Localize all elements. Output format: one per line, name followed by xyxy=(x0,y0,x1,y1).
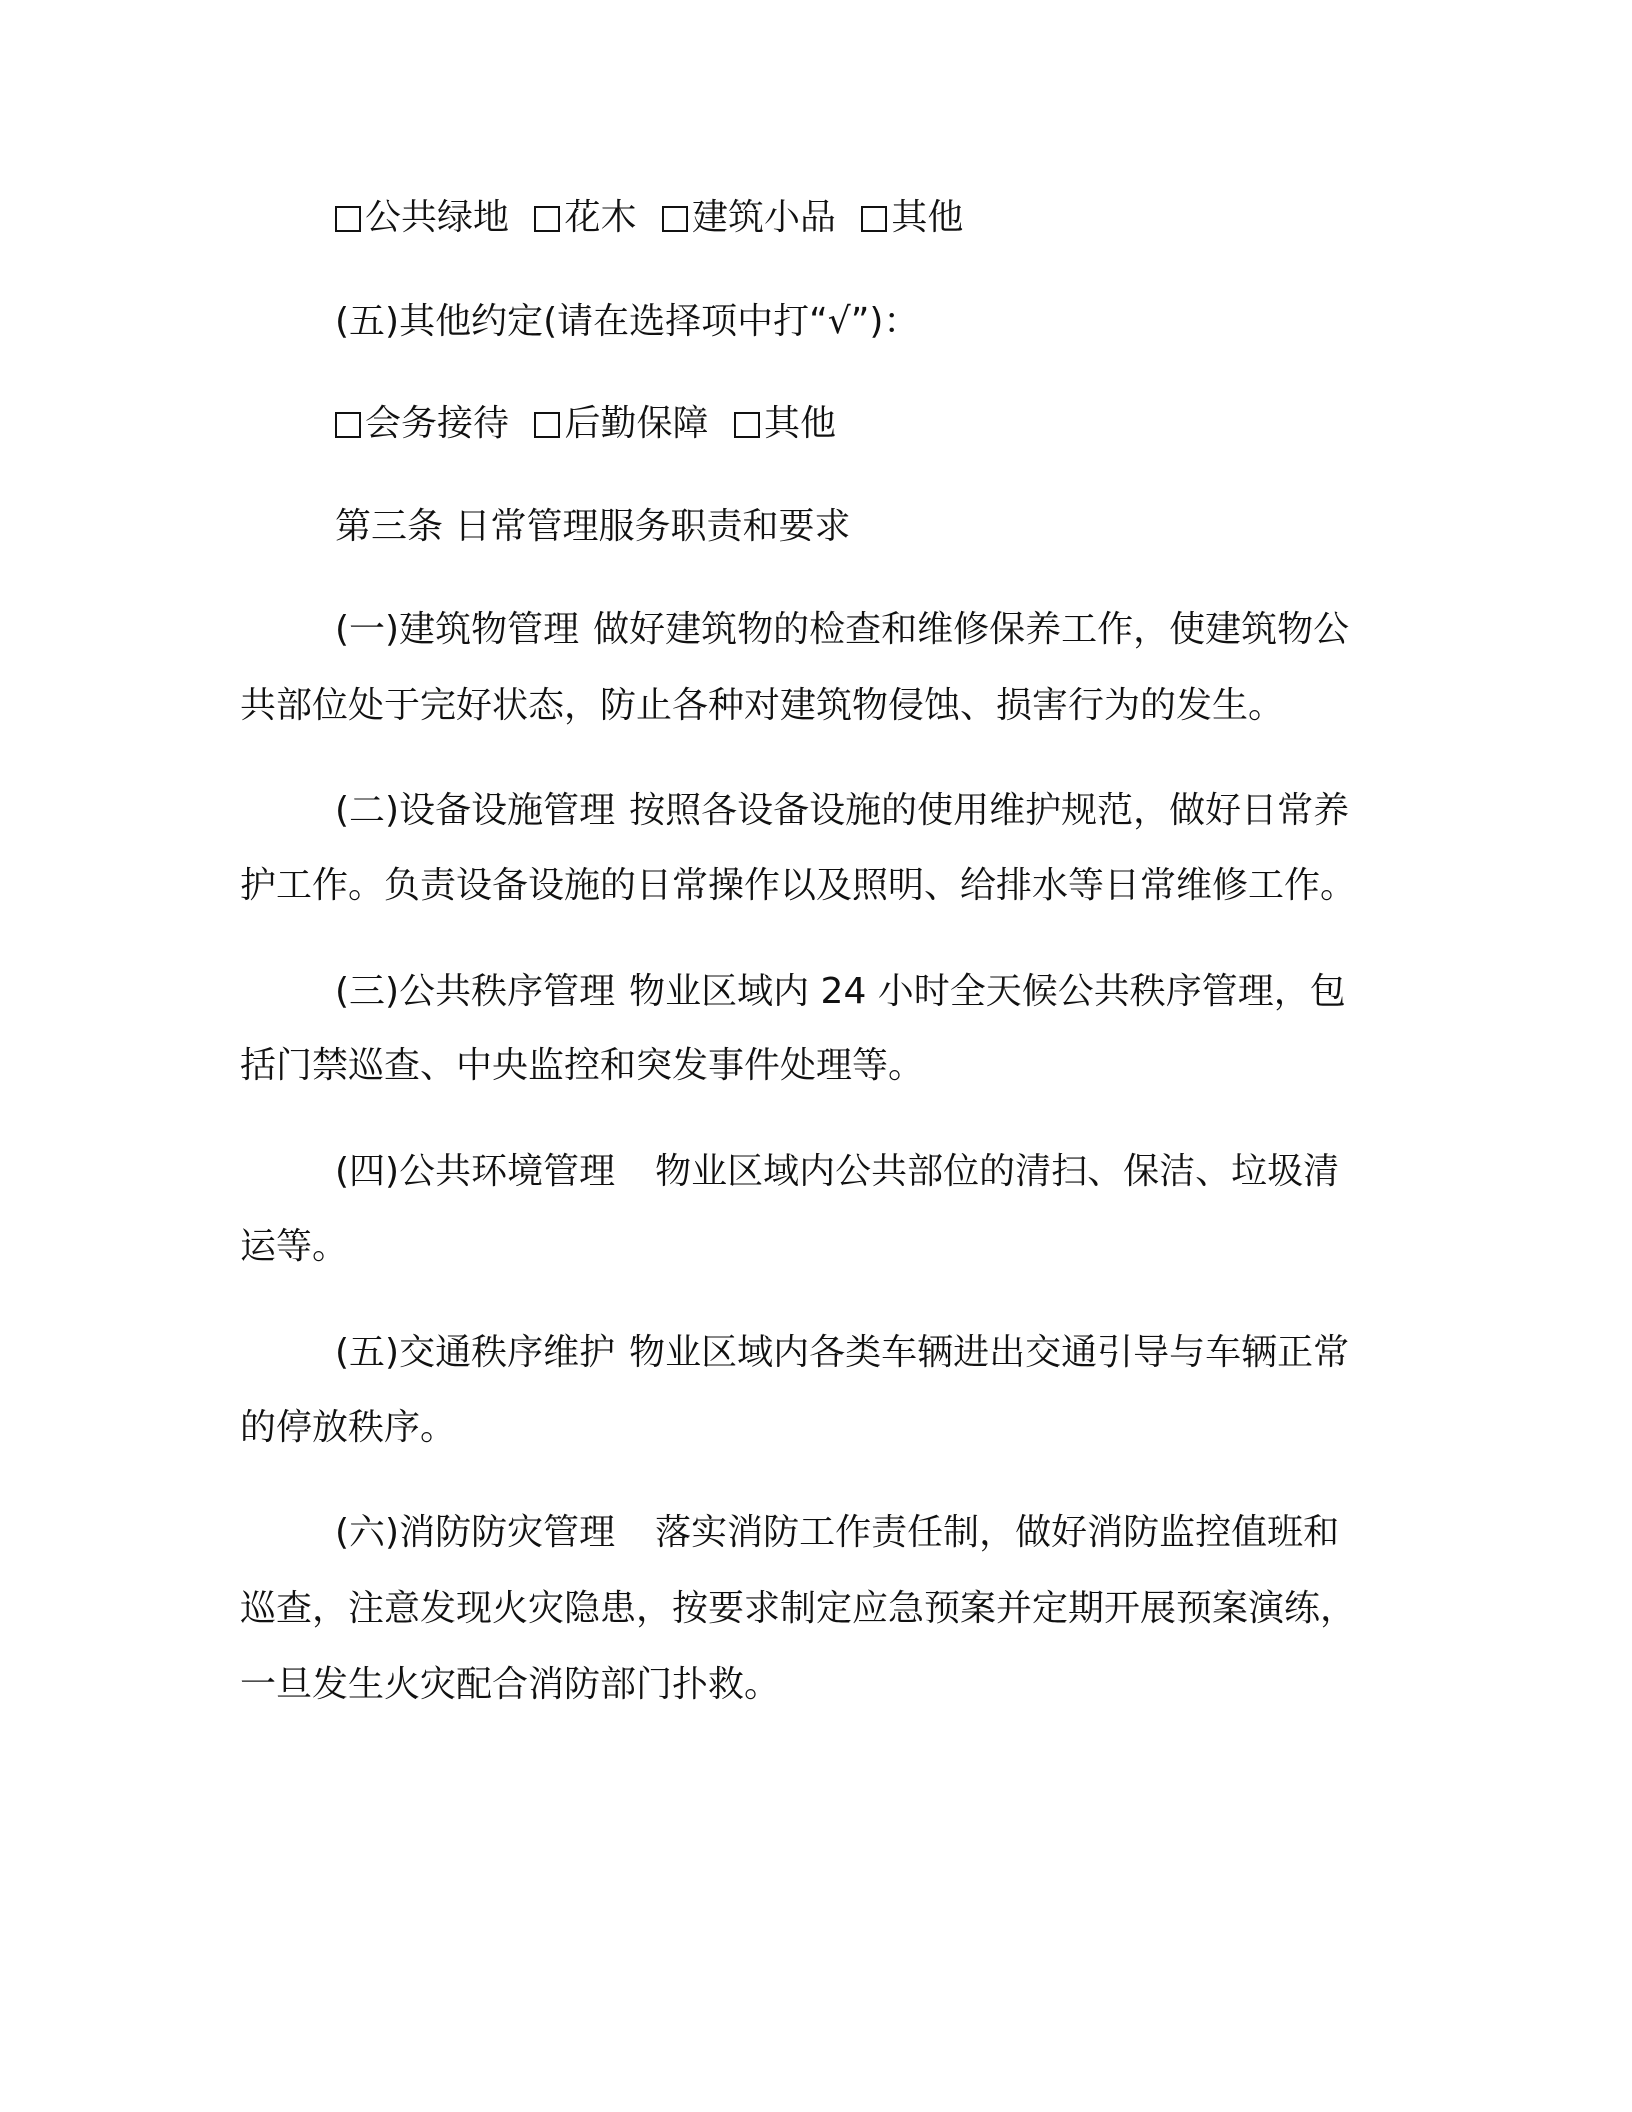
paragraph-heading: (二)设备设施管理 xyxy=(335,790,616,831)
checkbox[interactable] xyxy=(335,206,361,232)
options-row-2 xyxy=(335,398,1485,450)
paragraph-fire-line3: 一旦发生火灾配合消防部门扑救。 xyxy=(240,1664,781,1705)
checkbox[interactable] xyxy=(534,412,560,438)
paragraph-equipment-line1: (二)设备设施管理 按照各设备设施的使用维护规范，做好日常养 xyxy=(335,790,1350,831)
paragraph-building-line2: 共部位处于完好状态，防止各种对建筑物侵蚀、损害行为的发生。 xyxy=(240,685,1285,726)
paragraph-order-line2: 括门禁巡查、中央监控和突发事件处理等。 xyxy=(240,1045,925,1086)
checkbox[interactable] xyxy=(335,412,361,438)
option-other-2[interactable]: 其他 xyxy=(734,398,836,450)
article-3-title: 第三条 日常管理服务职责和要求 xyxy=(335,506,851,547)
paragraph-order-line1: (三)公共秩序管理 物业区域内 24 小时全天候公共秩序管理，包 xyxy=(335,971,1346,1012)
paragraph-environment-line2: 运等。 xyxy=(240,1226,349,1267)
option-building-ornaments[interactable]: 建筑小品 xyxy=(662,192,836,244)
paragraph-heading: (五)交通秩序维护 xyxy=(335,1332,616,1373)
item-5-other-agreements: (五)其他约定(请在选择项中打“√”)： xyxy=(335,301,920,342)
paragraph-heading: (三)公共秩序管理 xyxy=(335,971,616,1012)
paragraph-fire-line2: 巡查，注意发现火灾隐患，按要求制定应急预案并定期开展预案演练， xyxy=(240,1588,1357,1629)
options-row-1 xyxy=(335,192,1485,244)
option-public-green[interactable]: 公共绿地 xyxy=(335,192,509,244)
option-logistics[interactable]: 后勤保障 xyxy=(534,398,708,450)
paragraph-heading: (一)建筑物管理 xyxy=(335,609,580,650)
checkbox[interactable] xyxy=(534,206,560,232)
option-other-1[interactable]: 其他 xyxy=(861,192,963,244)
paragraph-traffic-line1: (五)交通秩序维护 物业区域内各类车辆进出交通引导与车辆正常 xyxy=(335,1332,1350,1373)
option-reception[interactable]: 会务接待 xyxy=(335,398,509,450)
checkbox[interactable] xyxy=(734,412,760,438)
checkbox[interactable] xyxy=(662,206,688,232)
paragraph-equipment-line2: 护工作。负责设备设施的日常操作以及照明、给排水等日常维修工作。 xyxy=(240,865,1357,906)
checkbox[interactable] xyxy=(861,206,887,232)
paragraph-building-line1: (一)建筑物管理 做好建筑物的检查和维修保养工作，使建筑物公 xyxy=(335,609,1350,650)
paragraph-heading: (六)消防防灾管理 xyxy=(335,1512,616,1553)
option-flowers-trees[interactable]: 花木 xyxy=(534,192,636,244)
paragraph-environment-line1: (四)公共环境管理 物业区域内公共部位的清扫、保洁、垃圾清 xyxy=(335,1151,1340,1192)
paragraph-traffic-line2: 的停放秩序。 xyxy=(240,1407,457,1448)
paragraph-heading: (四)公共环境管理 xyxy=(335,1151,616,1192)
paragraph-fire-line1: (六)消防防灾管理 落实消防工作责任制，做好消防监控值班和 xyxy=(335,1512,1340,1553)
